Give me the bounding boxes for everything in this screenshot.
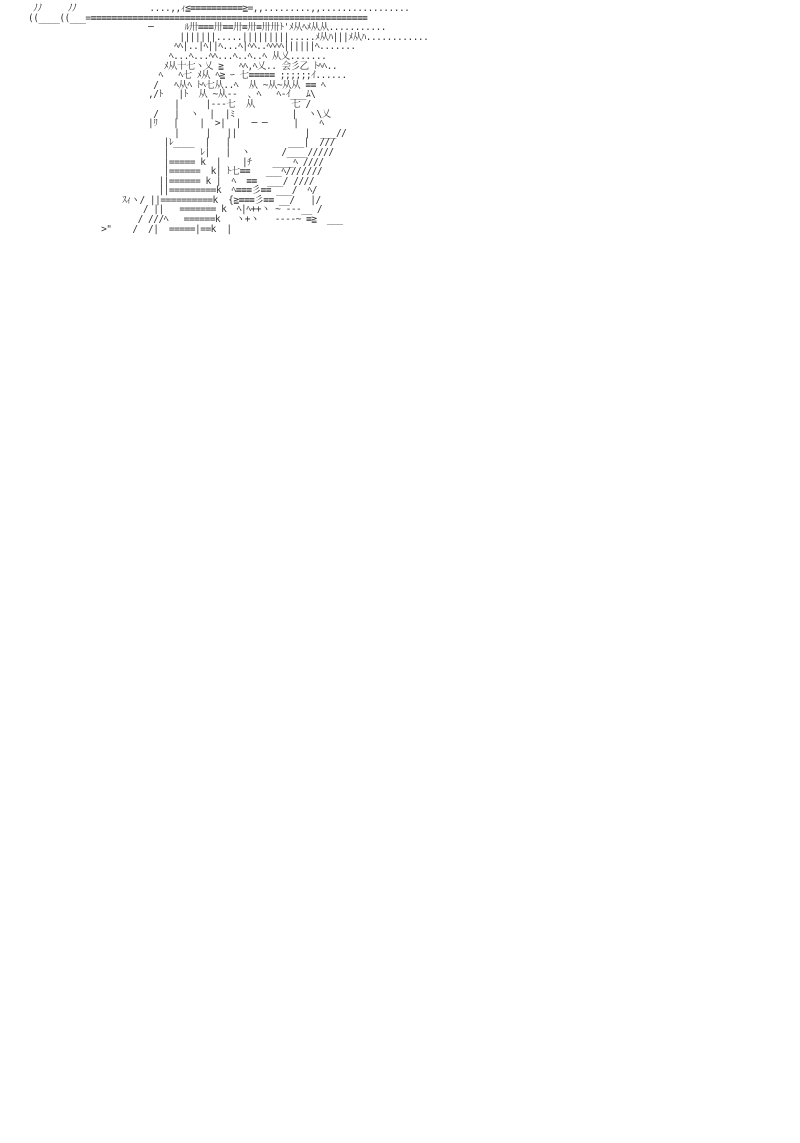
ascii-art-illustration	[0, 0, 800, 285]
ascii-art: ﾉﾉ ﾉﾉ ....,,ｨ≦≡≡≡≡≡≡≡≡≡≡≧=,,.........,,................. ((____((___=≡≡≡≡≡≡≡≡≡≡≡≡≡≡≡≡≡≡≡≡≡≡≡≡≡≡≡≡≡≡≡≡≡≡≡≡≡≡≡≡≡≡≡≡≡≡≡≡≡≡≡≡≡ ─ ﾙ卅≡≡≡卅≡≡卅≡卅≡卅卅ﾄ'ﾒ从ﾍﾒ从从........... |||||||.....|||||||||.....ﾒ从ﾊ|||ﾒ从ﾊ............ ﾍﾍ|..|ﾍ||ﾍ...ﾍ|ﾍﾍ..ﾍﾍﾍﾍ||||||ﾍ....... ﾍ...ﾍ...ﾍﾍ...ﾍ..ﾍ..ﾍ 从乂....... ﾒ从十七ヽ乂 ≧ ﾍﾍ,ﾍ乂.. 会彡乙 ﾄﾍﾍ.. ﾍ ﾍ七 ﾒ从 ﾍ≧ ｰ 七≡≡≡≡≡ ;;;;;;ｲ...... / ﾍ从ﾍ ﾄﾍ七从..ﾍ 从 ~从~从从 ≡≡ ﾍ ,/ﾄ |ﾄ 从 ~从-- 、ﾍ ﾍ-ｲ___ﾑ\ | |---七 从 七 / / | ヽ | |ﾐ | ヽ\乂 |ﾘ | | >| | ─ ─ | ﾍ | | || | ___// |ﾚ____ | | ___| /// | ﾚ| | ヽ /____///// |===== k | |ﾁ ____ﾍ //// |====== k| ﾄ七≡≡ ___ﾍ/////// ||====== k | ﾍ ≡≡ ___/ //// ||=========k ﾍ≡≡≡彡≡≡ ___/ ﾍ/ ｽｨヽ/ ||==========k {≧≡≡≡彡≡≡ __/ |/ / || ======= k ﾍ|ﾍ++ヽ ~ ---__ / / ///ﾍ ======k ヽ+ヽ ----~ ≡≧ ___ >" / /| =====|==k |	[28, 3, 429, 235]
